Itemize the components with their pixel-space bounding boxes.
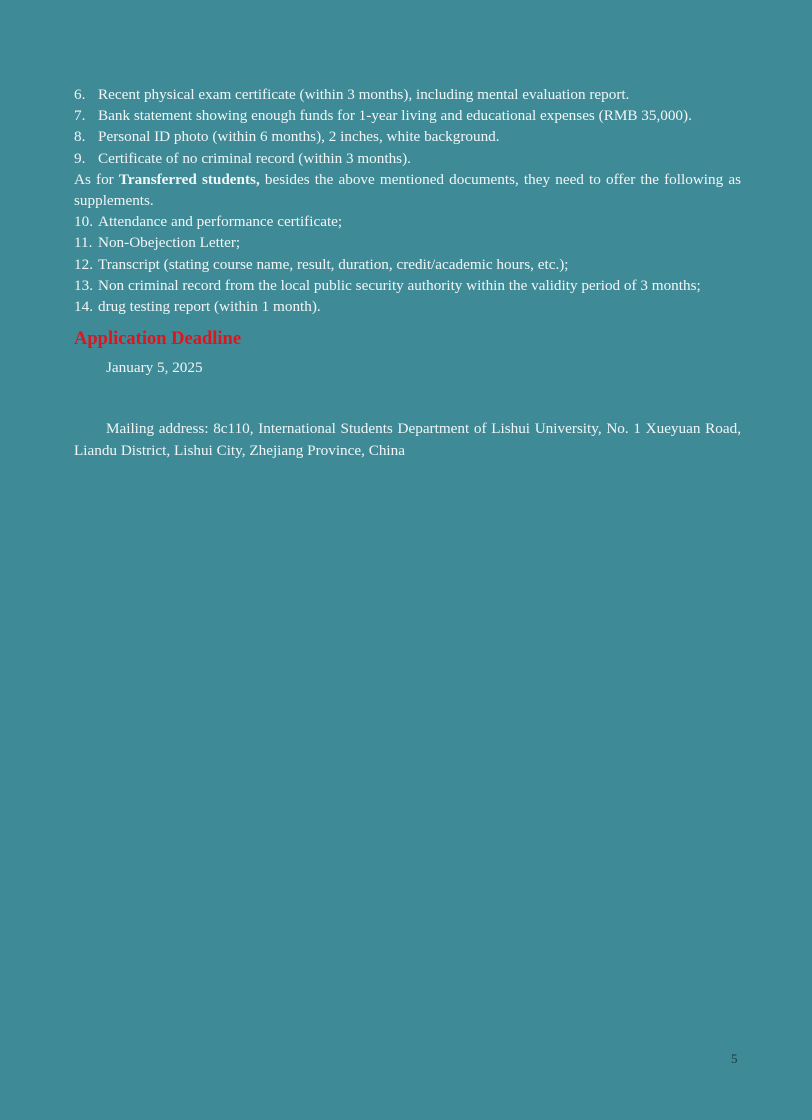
list-item-text: drug testing report (within 1 month). bbox=[98, 298, 321, 316]
list-item-text: Personal ID photo (within 6 months), 2 inches, white background. bbox=[98, 128, 500, 146]
list-item-number: 6. bbox=[74, 86, 86, 103]
list-item-text: Non-Obejection Letter; bbox=[98, 234, 241, 252]
list-item-number: 10. bbox=[74, 213, 93, 231]
list-item-text: Transcript (stating course name, result, duration, credit/academic hours, etc.); bbox=[98, 255, 569, 273]
list-item bbox=[74, 148, 741, 169]
list-item-number: 7. bbox=[74, 107, 86, 125]
list-item bbox=[74, 296, 741, 317]
list-item bbox=[74, 254, 741, 275]
transfer-prefix: As for bbox=[74, 170, 119, 188]
list-item bbox=[74, 126, 741, 147]
transfer-paragraph bbox=[74, 169, 741, 211]
transfer-bold-label: Transferred students, bbox=[118, 170, 260, 188]
list-item bbox=[74, 232, 741, 253]
list-item bbox=[74, 211, 741, 232]
list-item-text: Non criminal record from the local public security authority within the validity period of 3 months; bbox=[98, 276, 701, 294]
mailing-address: Mailing address: 8c110, International Students Department of Lishui University, No. 1 Xueyuan Road, Liandu District, Lishui City, Zhejiang Province, China bbox=[74, 420, 741, 459]
list-item-number: 12. bbox=[74, 255, 93, 273]
page-number: 5 bbox=[731, 1051, 738, 1066]
list-item-text: Bank statement showing enough funds for 1-year living and educational expenses (RMB 35,000). bbox=[98, 107, 692, 125]
transfer-suffix: besides the above mentioned documents, they need to offer the following as supplements. bbox=[74, 170, 741, 210]
document-body bbox=[74, 84, 741, 461]
list-item-text: Attendance and performance certificate; bbox=[98, 213, 343, 231]
section-heading-deadline: Application Deadline bbox=[74, 329, 242, 350]
list-item-text: Certificate of no criminal record (within 3 months). bbox=[98, 149, 411, 167]
list-item bbox=[74, 84, 741, 105]
deadline-date: January 5, 2025 bbox=[106, 359, 203, 377]
list-item bbox=[74, 275, 741, 296]
list-item-text: Recent physical exam certificate (within 3 months), including mental evaluation report. bbox=[98, 86, 630, 103]
list-item-number: 8. bbox=[74, 128, 86, 146]
list-item-number: 13. bbox=[74, 276, 93, 294]
list-item bbox=[74, 105, 741, 126]
list-item-number: 9. bbox=[74, 149, 86, 167]
list-item-number: 11. bbox=[74, 234, 93, 252]
list-item-number: 14. bbox=[74, 298, 93, 316]
